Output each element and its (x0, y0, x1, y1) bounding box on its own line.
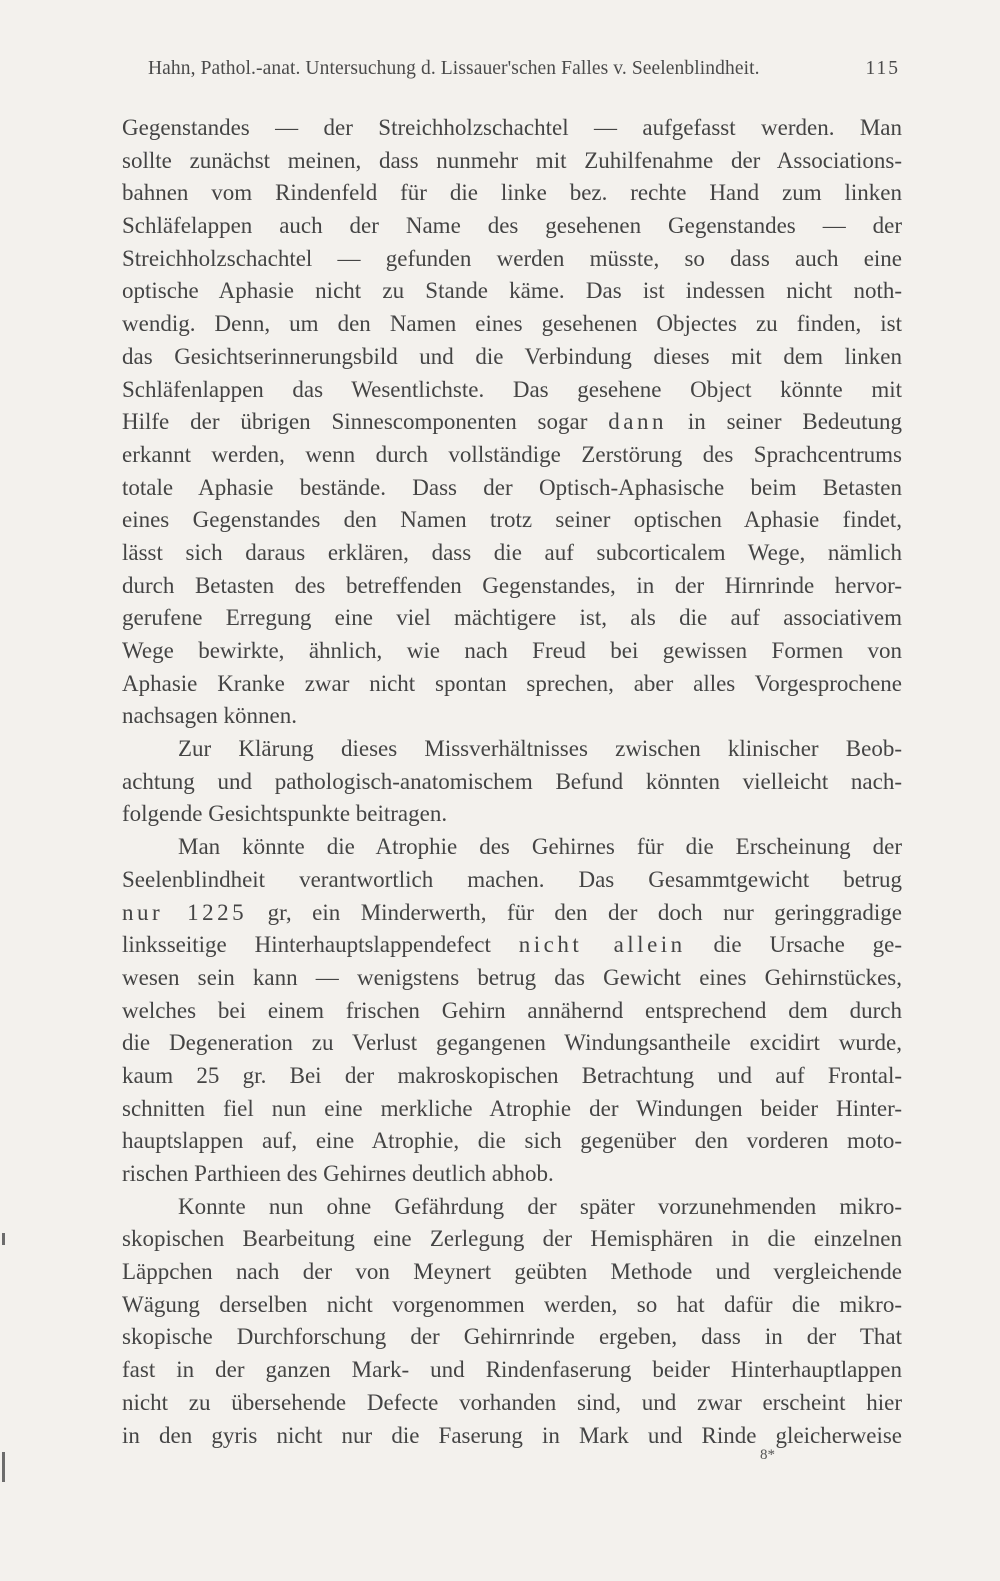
emphasized-text: nicht allein (518, 932, 686, 958)
text-line: Aphasie Kranke zwar nicht spontan sprechen, aber alles Vorgesprochene (122, 670, 902, 696)
text-line: sollte zunächst meinen, dass nunmehr mit Zuhilfenahme der Associations- (122, 147, 902, 173)
running-head-title: Hahn, Pathol.-anat. Untersuchung d. Lissauer'schen Falles v. Seelenblindheit. (148, 58, 760, 79)
text-line: das Gesichtserinnerungsbild und die Verbindung dieses mit dem linken (122, 343, 902, 369)
text-line: optische Aphasie nicht zu Stande käme. Das ist indessen nicht noth- (122, 278, 902, 304)
text-segment: die Ursache ge- (685, 932, 903, 958)
text-line: Wägung derselben nicht vorgenommen werden, so hat dafür die mikro- (122, 1291, 902, 1317)
text-line: nachsagen können. (122, 703, 297, 729)
signature-mark: 8* (760, 1447, 775, 1463)
text-line: Konnte nun ohne Gefährdung der später vorzunehmenden mikro- (178, 1193, 902, 1219)
text-line: Streichholzschachtel — gefunden werden müsste, so dass auch eine (122, 245, 902, 271)
text-line: Schläfenlappen das Wesentlichste. Das gesehene Object könnte mit (122, 376, 902, 402)
text-line: fast in der ganzen Mark- und Rindenfaserung beider Hinterhauptlappen (122, 1357, 902, 1383)
text-line: wesen sein kann — wenigstens betrug das Gewicht eines Gehirnstückes, (122, 964, 902, 990)
text-line (122, 897, 902, 930)
text-line: lässt sich daraus erklären, dass die auf subcorticalem Wege, nämlich (122, 539, 902, 565)
text-segment: gr, ein Minderwerth, für den der doch nur geringgradige (247, 899, 902, 925)
text-line: Läppchen nach der von Meynert geübten Methode und vergleichende (122, 1259, 902, 1285)
text-line: eines Gegenstandes den Namen trotz seiner optischen Aphasie findet, (122, 507, 902, 533)
text-line (122, 406, 902, 439)
text-line (122, 929, 902, 962)
text-line: totale Aphasie bestände. Dass der Optisch-Aphasische beim Betasten (122, 474, 902, 500)
text-segment: linksseitige Hinterhauptslappendefect (122, 932, 519, 958)
text-line: achtung und pathologisch-anatomischem Befund könnten vielleicht nach- (122, 768, 902, 794)
text-line: folgende Gesichtspunkte beitragen. (122, 801, 448, 827)
text-line: bahnen vom Rindenfeld für die linke bez. rechte Hand zum linken (122, 180, 902, 206)
text-line: Wege bewirkte, ähnlich, wie nach Freud bei gewissen Formen von (122, 638, 902, 663)
text-line: skopische Durchforschung der Gehirnrinde ergeben, dass in der That (122, 1324, 902, 1350)
text-line: kaum 25 gr. Bei der makroskopischen Betrachtung und auf Frontal- (122, 1062, 902, 1088)
text-line: nicht zu übersehende Defecte vorhanden sind, und zwar erscheint hier (122, 1389, 902, 1415)
text-line: in den gyris nicht nur die Faserung in Mark und Rinde gleicherweise (122, 1422, 902, 1448)
text-line: hauptslappen auf, eine Atrophie, die sich gegenüber den vorderen moto- (122, 1128, 902, 1154)
text-line: gerufene Erregung eine viel mächtigere ist, als die auf associativem (122, 605, 902, 631)
text-line: welches bei einem frischen Gehirn annähernd entsprechend dem durch (122, 997, 902, 1023)
text-line: Zur Klärung dieses Missverhältnisses zwischen klinischer Beob- (178, 736, 902, 762)
text-line: die Degeneration zu Verlust gegangenen Windungsantheile excidirt wurde, (122, 1030, 902, 1056)
text-segment: Hilfe der übrigen Sinnescomponenten sogar (122, 409, 609, 435)
text-segment: in seiner Bedeutung (666, 409, 902, 435)
emphasized-text: dann (608, 409, 667, 435)
body-text (122, 112, 902, 1452)
page-number: 115 (865, 58, 900, 79)
text-line: schnitten fiel nun eine merkliche Atrophie der Windungen beider Hinter- (122, 1095, 902, 1121)
text-line: rischen Parthieen des Gehirnes deutlich abhob. (122, 1161, 554, 1186)
text-line: erkannt werden, wenn durch vollständige Zerstörung des Sprachcentrums (122, 441, 902, 467)
text-line: durch Betasten des betreffenden Gegenstandes, in der Hirnrinde hervor- (122, 572, 902, 598)
scan-edge-mark (2, 1452, 5, 1482)
emphasized-text: nur 1225 (122, 899, 248, 925)
text-line: Gegenstandes — der Streichholzschachtel — aufgefasst werden. Man (122, 115, 902, 140)
scan-edge-mark (2, 1233, 5, 1245)
text-line: Schläfelappen auch der Name des gesehenen Gegenstandes — der (122, 213, 902, 239)
text-line: wendig. Denn, um den Namen eines gesehenen Objectes zu finden, ist (122, 311, 902, 337)
text-line: skopischen Bearbeitung eine Zerlegung der Hemisphären in die einzelnen (122, 1226, 902, 1252)
text-line: Seelenblindheit verantwortlich machen. Das Gesammtgewicht betrug (122, 866, 902, 892)
text-line: Man könnte die Atrophie des Gehirnes für die Erscheinung der (178, 834, 902, 860)
